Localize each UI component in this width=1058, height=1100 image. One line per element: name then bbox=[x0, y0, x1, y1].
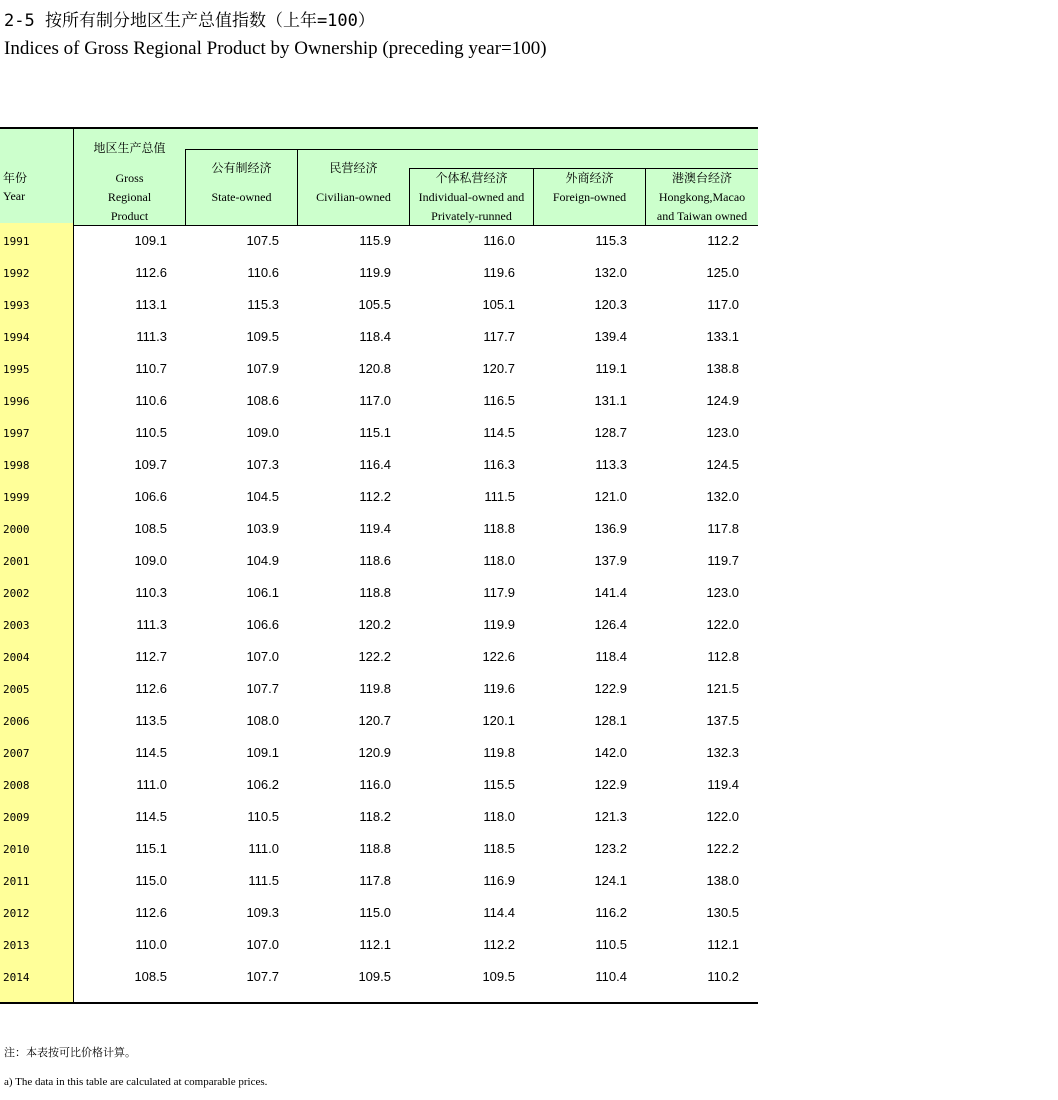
cell-value: 108.5 bbox=[134, 969, 167, 984]
table-row bbox=[0, 255, 758, 287]
cell-value: 137.5 bbox=[706, 713, 739, 728]
table-row bbox=[0, 447, 758, 479]
cell-value: 120.8 bbox=[358, 361, 391, 376]
table-row bbox=[0, 959, 758, 991]
cell-value: 110.2 bbox=[707, 969, 739, 984]
cell-value: 115.9 bbox=[359, 233, 391, 248]
cell-year: 1996 bbox=[3, 395, 30, 408]
cell-value: 109.7 bbox=[134, 457, 167, 472]
cell-value: 111.0 bbox=[136, 777, 167, 792]
cell-value: 118.8 bbox=[359, 841, 391, 856]
cell-value: 122.9 bbox=[594, 681, 627, 696]
cell-value: 116.0 bbox=[359, 777, 391, 792]
cell-value: 107.0 bbox=[246, 937, 279, 952]
cell-value: 114.4 bbox=[483, 905, 515, 920]
cell-value: 118.0 bbox=[483, 809, 515, 824]
cell-value: 119.6 bbox=[483, 681, 515, 696]
footnote-cn: 注：本表按可比价格计算。 bbox=[4, 1046, 136, 1059]
cell-value: 120.7 bbox=[482, 361, 515, 376]
cell-value: 119.7 bbox=[707, 553, 739, 568]
cell-value: 112.2 bbox=[359, 489, 391, 504]
header-civilian-en: Civilian-owned bbox=[316, 190, 391, 204]
cell-value: 118.6 bbox=[359, 553, 391, 568]
cell-value: 118.2 bbox=[359, 809, 391, 824]
cell-value: 114.5 bbox=[483, 425, 515, 440]
cell-value: 113.1 bbox=[135, 297, 167, 312]
cell-year: 2006 bbox=[3, 715, 30, 728]
cell-value: 111.3 bbox=[136, 329, 167, 344]
cell-value: 114.5 bbox=[135, 809, 167, 824]
table-row bbox=[0, 607, 758, 639]
cell-value: 118.4 bbox=[359, 329, 391, 344]
header-hmt-cn: 港澳台经济 bbox=[671, 171, 732, 185]
cell-year: 2014 bbox=[3, 971, 30, 984]
cell-value: 128.7 bbox=[594, 425, 627, 440]
cell-value: 115.0 bbox=[359, 905, 391, 920]
cell-value: 107.7 bbox=[246, 969, 279, 984]
cell-value: 119.9 bbox=[359, 265, 391, 280]
table-row bbox=[0, 799, 758, 831]
cell-value: 137.9 bbox=[594, 553, 627, 568]
cell-value: 110.4 bbox=[595, 969, 627, 984]
cell-year: 1997 bbox=[3, 427, 30, 440]
cell-year: 2003 bbox=[3, 619, 30, 632]
cell-value: 110.6 bbox=[247, 265, 279, 280]
cell-year: 2004 bbox=[3, 651, 30, 664]
cell-value: 111.5 bbox=[248, 873, 279, 888]
header-foreign-cn: 外商经济 bbox=[565, 171, 614, 185]
cell-value: 117.8 bbox=[707, 521, 739, 536]
cell-value: 125.0 bbox=[706, 265, 739, 280]
cell-value: 110.0 bbox=[135, 937, 167, 952]
cell-value: 119.8 bbox=[483, 745, 515, 760]
cell-value: 142.0 bbox=[594, 745, 627, 760]
cell-year: 1999 bbox=[3, 491, 30, 504]
table-row bbox=[0, 351, 758, 383]
header-grp-cn: 地区生产总值 bbox=[93, 141, 166, 155]
cell-value: 121.0 bbox=[594, 489, 627, 504]
cell-value: 123.2 bbox=[594, 841, 627, 856]
page-title-cn: 2-5 按所有制分地区生产总值指数（上年=100） bbox=[4, 11, 375, 31]
cell-value: 112.6 bbox=[135, 905, 167, 920]
cell-value: 110.6 bbox=[135, 393, 167, 408]
cell-value: 107.9 bbox=[246, 361, 279, 376]
cell-year: 2002 bbox=[3, 587, 30, 600]
cell-value: 121.5 bbox=[706, 681, 739, 696]
table-row bbox=[0, 223, 758, 255]
cell-value: 109.1 bbox=[134, 233, 167, 248]
header-year-cn: 年份 bbox=[3, 171, 28, 185]
cell-value: 119.4 bbox=[359, 521, 391, 536]
cell-value: 113.3 bbox=[595, 457, 627, 472]
table-row bbox=[0, 511, 758, 543]
cell-value: 119.8 bbox=[359, 681, 391, 696]
cell-year: 1998 bbox=[3, 459, 30, 472]
header-civilian-cn: 民营经济 bbox=[329, 161, 378, 175]
cell-value: 123.0 bbox=[706, 425, 739, 440]
cell-value: 109.0 bbox=[134, 553, 167, 568]
cell-value: 114.5 bbox=[135, 745, 167, 760]
cell-value: 122.2 bbox=[358, 649, 391, 664]
cell-value: 117.0 bbox=[359, 393, 391, 408]
cell-value: 132.0 bbox=[706, 489, 739, 504]
data-table bbox=[0, 127, 758, 1004]
cell-year: 2007 bbox=[3, 747, 30, 760]
cell-value: 118.0 bbox=[483, 553, 515, 568]
table-row bbox=[0, 639, 758, 671]
cell-value: 119.6 bbox=[483, 265, 515, 280]
cell-year: 2005 bbox=[3, 683, 30, 696]
cell-value: 105.1 bbox=[482, 297, 515, 312]
table-row bbox=[0, 863, 758, 895]
cell-value: 124.1 bbox=[594, 873, 627, 888]
cell-value: 138.8 bbox=[706, 361, 739, 376]
header-hmt-en-2: and Taiwan owned bbox=[656, 209, 748, 223]
table-row bbox=[0, 319, 758, 351]
cell-value: 138.0 bbox=[706, 873, 739, 888]
cell-year: 1992 bbox=[3, 267, 30, 280]
cell-value: 132.3 bbox=[706, 745, 739, 760]
cell-value: 119.9 bbox=[483, 617, 515, 632]
cell-value: 121.3 bbox=[594, 809, 627, 824]
cell-value: 120.3 bbox=[594, 297, 627, 312]
cell-year: 1991 bbox=[3, 235, 30, 248]
cell-year: 2001 bbox=[3, 555, 30, 568]
cell-value: 124.9 bbox=[706, 393, 739, 408]
header-state-en: State-owned bbox=[211, 190, 272, 204]
cell-value: 130.5 bbox=[706, 905, 739, 920]
header-foreign-en: Foreign-owned bbox=[552, 190, 627, 204]
header-individual-en-2: Privately-runned bbox=[431, 209, 512, 223]
cell-value: 123.0 bbox=[706, 585, 739, 600]
cell-value: 112.2 bbox=[483, 937, 515, 952]
table-row bbox=[0, 895, 758, 927]
cell-value: 112.7 bbox=[135, 649, 167, 664]
cell-value: 117.8 bbox=[359, 873, 391, 888]
header-grp-en-3: Product bbox=[110, 209, 149, 223]
cell-value: 122.2 bbox=[706, 841, 739, 856]
cell-value: 141.4 bbox=[594, 585, 627, 600]
cell-value: 122.0 bbox=[706, 617, 739, 632]
cell-year: 2013 bbox=[3, 939, 30, 952]
cell-value: 108.5 bbox=[134, 521, 167, 536]
cell-year: 1993 bbox=[3, 299, 30, 312]
cell-value: 116.3 bbox=[483, 457, 515, 472]
cell-value: 112.1 bbox=[707, 937, 739, 952]
cell-value: 109.3 bbox=[246, 905, 279, 920]
table-row bbox=[0, 415, 758, 447]
cell-value: 120.2 bbox=[358, 617, 391, 632]
cell-value: 106.2 bbox=[246, 777, 279, 792]
cell-value: 120.9 bbox=[358, 745, 391, 760]
cell-year: 2012 bbox=[3, 907, 30, 920]
cell-value: 103.9 bbox=[246, 521, 279, 536]
table-row bbox=[0, 543, 758, 575]
cell-value: 108.0 bbox=[246, 713, 279, 728]
cell-value: 111.0 bbox=[248, 841, 279, 856]
cell-value: 112.6 bbox=[135, 681, 167, 696]
cell-value: 104.5 bbox=[246, 489, 279, 504]
cell-value: 110.5 bbox=[247, 809, 279, 824]
cell-year: 2009 bbox=[3, 811, 30, 824]
cell-value: 109.5 bbox=[358, 969, 391, 984]
cell-year: 2008 bbox=[3, 779, 30, 792]
cell-value: 109.5 bbox=[482, 969, 515, 984]
cell-value: 116.2 bbox=[595, 905, 627, 920]
cell-value: 111.5 bbox=[484, 489, 515, 504]
table-header bbox=[0, 127, 758, 226]
table-row bbox=[0, 703, 758, 735]
header-year-en: Year bbox=[3, 189, 26, 203]
cell-value: 122.9 bbox=[594, 777, 627, 792]
cell-value: 131.1 bbox=[594, 393, 627, 408]
cell-value: 119.1 bbox=[595, 361, 627, 376]
cell-value: 110.3 bbox=[135, 585, 167, 600]
cell-value: 116.5 bbox=[483, 393, 515, 408]
cell-value: 113.5 bbox=[135, 713, 167, 728]
cell-value: 115.3 bbox=[595, 233, 627, 248]
cell-value: 139.4 bbox=[594, 329, 627, 344]
cell-value: 109.5 bbox=[246, 329, 279, 344]
cell-value: 115.3 bbox=[247, 297, 279, 312]
header-grp-en-1: Gross bbox=[115, 171, 144, 185]
cell-value: 104.9 bbox=[246, 553, 279, 568]
cell-value: 120.7 bbox=[358, 713, 391, 728]
cell-value: 115.0 bbox=[135, 873, 167, 888]
table-row bbox=[0, 383, 758, 415]
cell-value: 118.8 bbox=[483, 521, 515, 536]
table-row bbox=[0, 735, 758, 767]
cell-value: 110.5 bbox=[595, 937, 627, 952]
cell-value: 107.0 bbox=[246, 649, 279, 664]
cell-value: 124.5 bbox=[706, 457, 739, 472]
cell-value: 115.1 bbox=[135, 841, 167, 856]
cell-value: 107.5 bbox=[246, 233, 279, 248]
cell-value: 116.9 bbox=[483, 873, 515, 888]
table-row bbox=[0, 575, 758, 607]
table-row bbox=[0, 479, 758, 511]
cell-value: 112.8 bbox=[707, 649, 739, 664]
table-row bbox=[0, 671, 758, 703]
footnote-en: a) The data in this table are calculated at comparable prices. bbox=[4, 1076, 268, 1088]
cell-value: 117.9 bbox=[483, 585, 515, 600]
header-individual-cn: 个体私营经济 bbox=[435, 171, 508, 185]
cell-value: 126.4 bbox=[594, 617, 627, 632]
cell-year: 2010 bbox=[3, 843, 30, 856]
cell-value: 133.1 bbox=[706, 329, 739, 344]
cell-value: 112.1 bbox=[359, 937, 391, 952]
cell-value: 122.0 bbox=[706, 809, 739, 824]
cell-value: 109.0 bbox=[246, 425, 279, 440]
cell-value: 106.1 bbox=[246, 585, 279, 600]
cell-value: 115.5 bbox=[483, 777, 515, 792]
cell-value: 115.1 bbox=[359, 425, 391, 440]
cell-value: 106.6 bbox=[134, 489, 167, 504]
cell-value: 107.7 bbox=[246, 681, 279, 696]
header-individual-en-1: Individual-owned and bbox=[418, 190, 525, 204]
cell-year: 1994 bbox=[3, 331, 30, 344]
cell-value: 112.6 bbox=[135, 265, 167, 280]
cell-value: 118.4 bbox=[595, 649, 627, 664]
cell-value: 128.1 bbox=[594, 713, 627, 728]
cell-value: 109.1 bbox=[246, 745, 279, 760]
table-row bbox=[0, 767, 758, 799]
cell-value: 112.2 bbox=[707, 233, 739, 248]
cell-value: 108.6 bbox=[246, 393, 279, 408]
cell-value: 120.1 bbox=[482, 713, 515, 728]
cell-value: 110.7 bbox=[135, 361, 167, 376]
cell-value: 116.0 bbox=[483, 233, 515, 248]
cell-year: 2011 bbox=[3, 875, 30, 888]
cell-value: 122.6 bbox=[482, 649, 515, 664]
header-state-cn: 公有制经济 bbox=[211, 161, 272, 175]
cell-value: 107.3 bbox=[246, 457, 279, 472]
cell-value: 105.5 bbox=[358, 297, 391, 312]
cell-year: 2000 bbox=[3, 523, 30, 536]
header-grp-en-2: Regional bbox=[107, 190, 152, 204]
cell-value: 110.5 bbox=[135, 425, 167, 440]
cell-value: 118.5 bbox=[483, 841, 515, 856]
cell-value: 111.3 bbox=[136, 617, 167, 632]
cell-year: 1995 bbox=[3, 363, 30, 376]
table-row bbox=[0, 927, 758, 959]
cell-value: 118.8 bbox=[359, 585, 391, 600]
cell-value: 132.0 bbox=[594, 265, 627, 280]
cell-value: 117.7 bbox=[483, 329, 515, 344]
cell-value: 106.6 bbox=[246, 617, 279, 632]
table-row bbox=[0, 831, 758, 863]
page-title-en: Indices of Gross Regional Product by Ownership (preceding year=100) bbox=[4, 38, 547, 59]
cell-value: 117.0 bbox=[707, 297, 739, 312]
cell-value: 119.4 bbox=[707, 777, 739, 792]
header-hmt-en-1: Hongkong,Macao bbox=[658, 190, 746, 204]
table-row bbox=[0, 287, 758, 319]
cell-value: 136.9 bbox=[594, 521, 627, 536]
cell-value: 116.4 bbox=[359, 457, 391, 472]
